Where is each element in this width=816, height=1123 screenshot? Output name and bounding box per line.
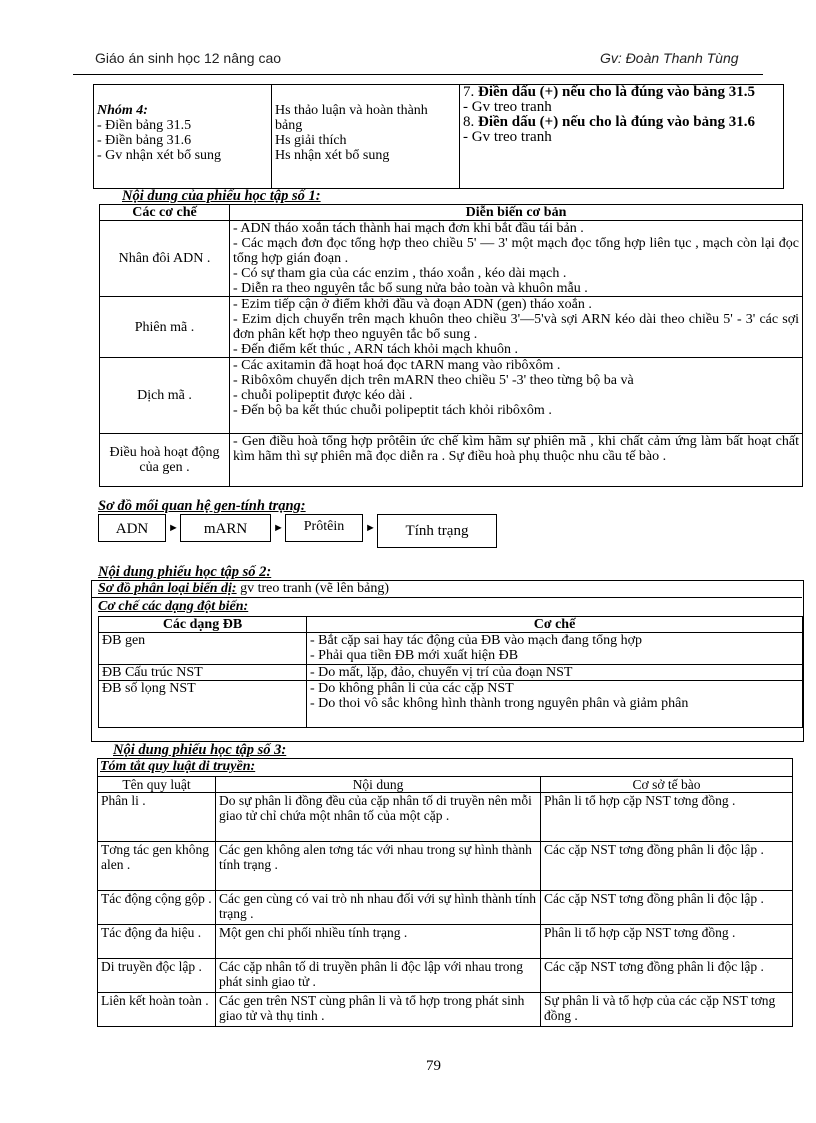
ws3-row-law: Liên kết hoàn toàn . [98, 993, 216, 1027]
arrow-icon: ► [365, 522, 376, 534]
group-line: - Điền bảng 31.5 [97, 118, 192, 133]
ws2-row-type: ĐB gen [99, 633, 307, 665]
ws3-row-basis: Sự phân li và tổ hợp của các cặp NST tơng đồng . [541, 993, 793, 1027]
group-line: - Điền bảng 31.6 [97, 133, 192, 148]
student-line: Hs thảo luận và hoàn thành bảng [275, 103, 428, 133]
group-title: Nhóm 4: [97, 103, 148, 118]
ws3-row-content: Các gen trên NST cùng phân li và tổ hợp trong phát sinh giao tử và thụ tinh . [216, 993, 541, 1027]
ws1-row-content: - Các axitamin đã hoạt hoá đọc tARN mang vào ribôxôm . - Ribôxôm chuyển dịch trên mARN theo chiều 5' -3' theo từng bộ ba và - chuỗi polipeptit được kéo dài . - Đến bộ ba kết thúc chuỗi polipeptit tách khỏi ribôxôm . [230, 358, 803, 434]
header-author: Gv: Đoàn Thanh Tùng [600, 50, 739, 66]
ws1-row-content: - Ezim tiếp cận ở điểm khởi đầu và đoạn ADN (gen) tháo xoắn . - Ezim dịch chuyển trên mạch khuôn theo chiều 3'—5'và sợi ARN kéo dài theo chiều 5' - 3' các sợi đơn phân kết hợp theo nguyên tắc bổ sung . - Đến điểm kết thúc , ARN tách khỏi mạch khuôn . [230, 297, 803, 358]
ws2-row-type: ĐB Cấu trúc NST [99, 665, 307, 681]
group-col-1 [94, 85, 272, 189]
classification-line: Sơ đồ phân loại biến dị: gv treo tranh (vẽ lên bảng) [98, 581, 389, 596]
ws2-row-mechanism: - Do không phân li của các cặp NST - Do thoi vô sắc không hình thành trong nguyên phân và giảm phân [307, 681, 803, 728]
ws1-row-name: Nhân đôi ADN . [100, 221, 230, 297]
diagram-box-trait: Tính trạng [377, 514, 497, 548]
ws3-header-law: Tên quy luật [98, 777, 216, 793]
worksheet2-table [98, 616, 803, 728]
header-title: Giáo án sinh học 12 nâng cao [95, 50, 282, 66]
group-col-2 [272, 85, 460, 189]
item-7-text: Điền dấu (+) nếu cho là đúng vào bảng 31.5 [478, 84, 755, 100]
diagram-box-marn: mARN [180, 514, 271, 542]
ws2-row-type: ĐB số lọng NST [99, 681, 307, 728]
ws1-header-mechanism: Các cơ chế [100, 205, 230, 221]
ws3-row-content: Các gen cùng có vai trò nh nhau đối với sự hình thành tính trạng . [216, 891, 541, 925]
student-line: Hs giải thích [275, 133, 347, 148]
ws3-row-law: Tơng tác gen không alen . [98, 842, 216, 891]
page-number: 79 [426, 1058, 441, 1074]
ws3-row-basis: Các cặp NST tơng đồng phân li độc lập . [541, 842, 793, 891]
arrow-icon: ► [168, 522, 179, 534]
ws3-row-basis: Các cặp NST tơng đồng phân li độc lập . [541, 959, 793, 993]
ws3-row-basis: Phân li tổ hợp cặp NST tơng đồng . [541, 925, 793, 959]
ws2-row-mechanism: - Do mất, lặp, đảo, chuyển vị trí của đoạn NST [307, 665, 803, 681]
ws1-row-name: Phiên mã . [100, 297, 230, 358]
group-table [93, 84, 784, 189]
diagram-box-protein: Prôtêin [285, 514, 363, 542]
ws3-row-basis: Phân li tổ hợp cặp NST tơng đồng . [541, 793, 793, 842]
item-number: 8. [463, 114, 475, 130]
ws3-row-law: Tác động cộng gộp . [98, 891, 216, 925]
item-8-text: Điền dấu (+) nếu cho là đúng vào bảng 31.6 [478, 114, 755, 130]
worksheet3-table [97, 776, 793, 1027]
arrow-icon: ► [273, 522, 284, 534]
student-line: Hs nhận xét bổ sung [275, 148, 390, 163]
ws3-row-content: Do sự phân li đồng đều của cặp nhân tố di truyền nên mỗi giao tử chỉ chứa một nhân tố của một cặp . [216, 793, 541, 842]
ws1-row-name: Dịch mã . [100, 358, 230, 434]
ws1-header-process: Diễn biến cơ bản [230, 205, 803, 221]
worksheet1-table [99, 204, 803, 487]
item-number: 7. [463, 84, 475, 100]
ws2-header-type: Các dạng ĐB [99, 617, 307, 633]
ws2-row-mechanism: - Bắt cặp sai hay tác động của ĐB vào mạch đang tổng hợp - Phải qua tiền ĐB mới xuất hiện ĐB [307, 633, 803, 665]
ws1-row-content: - ADN tháo xoắn tách thành hai mạch đơn khi bắt đầu tái bản . - Các mạch đơn đọc tổng hợp theo chiều 5' — 3' một mạch đọc tổng hợp liên tục , mạch còn lại đọc tổng hợp gián đoạn . - Có sự tham gia của các enzim , tháo xoắn , kéo dài mạch . - Diễn ra theo nguyên tắc bổ sung nửa bảo toàn và khuôn mẫu . [230, 221, 803, 297]
ws3-header-content: Nội dung [216, 777, 541, 793]
ws3-row-law: Tác động đa hiệu . [98, 925, 216, 959]
ws3-row-content: Các gen không alen tơng tác với nhau trong sự hình thành tính trạng . [216, 842, 541, 891]
item-7-sub: - Gv treo tranh [463, 99, 552, 115]
item-8-sub: - Gv treo tranh [463, 129, 552, 145]
ws1-row-content: - Gen điều hoà tổng hợp prôtêin ức chế kìm hãm sự phiên mã , khi chất cảm ứng làm bất hoạt chất kìm hãm thì sự phiên mã đọc diễn ra . Sự điều hoà phụ thuộc nhu cầu tế bào . [230, 434, 803, 487]
ws2-header-mechanism: Cơ chế [307, 617, 803, 633]
ws3-row-law: Phân li . [98, 793, 216, 842]
ws3-header-basis: Cơ sở tế bào [541, 777, 793, 793]
ws3-row-content: Một gen chi phối nhiều tính trạng . [216, 925, 541, 959]
diagram-box-adn: ADN [98, 514, 166, 542]
group-col-3 [460, 85, 784, 189]
group-line: - Gv nhận xét bổ sung [97, 148, 222, 163]
ws3-row-law: Di truyền độc lập . [98, 959, 216, 993]
summary-title: Tóm tắt quy luật di truyền: [100, 759, 256, 774]
ws3-row-content: Các cặp nhân tố di truyền phân li độc lập với nhau trong phát sinh giao tử . [216, 959, 541, 993]
ws1-row-name: Điều hoà hoạt động của gen . [100, 434, 230, 487]
worksheet1-title: Nội dung của phiếu học tập số 1: [122, 188, 321, 204]
worksheet3-title: Nội dung phiếu học tập số 3: [113, 742, 287, 758]
worksheet2-title: Nội dung phiếu học tập số 2: [98, 564, 272, 580]
ws3-row-basis: Các cặp NST tơng đồng phân li độc lập . [541, 891, 793, 925]
diagram-title: Sơ đồ mối quan hệ gen-tính trạng: [98, 498, 306, 514]
header-rule [73, 74, 763, 75]
mechanism-title: Cơ chế các dạng đột biến: [98, 599, 249, 614]
